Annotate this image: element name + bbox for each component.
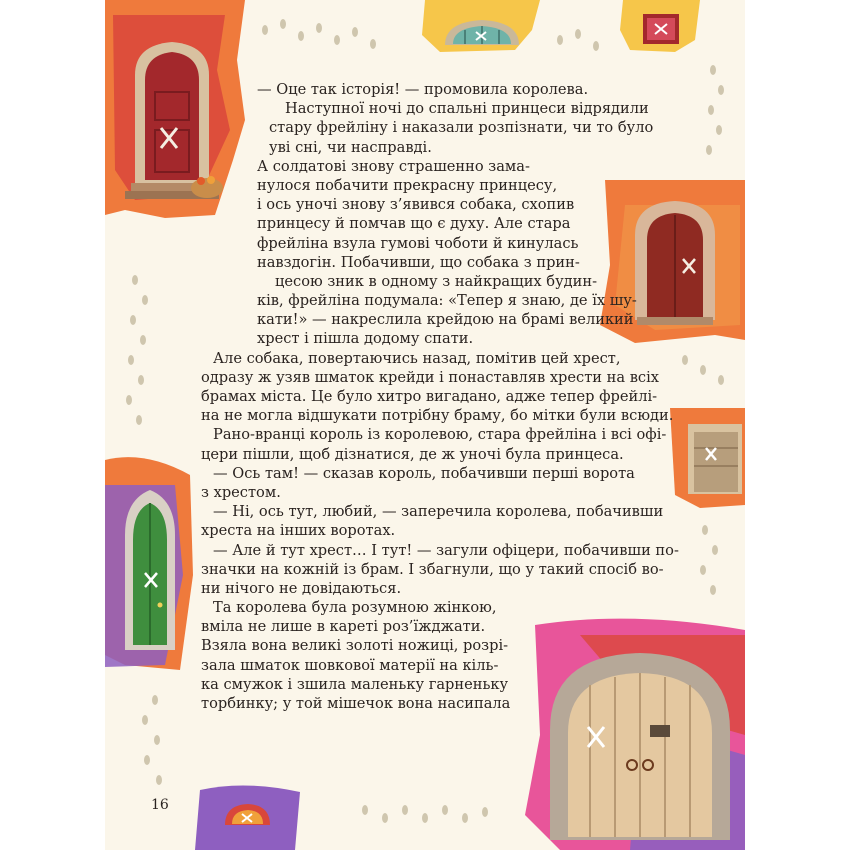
story-text: [105, 80, 745, 713]
text-line: кати!» — накреслила крейдою на брамі великий: [257, 311, 634, 329]
text-line: — Оце так історія! — промовила королева.: [257, 81, 589, 98]
text-line: стару фрейліну і наказали розпізнати, чи то було: [269, 119, 654, 137]
text-line: — Але й тут хрест… І тут! — загули офіцери, побачивши по-: [213, 541, 679, 559]
text-line: брамах міста. Це було хитро вигадано, адже тепер фрейлі-: [201, 388, 658, 405]
book-page: [105, 0, 745, 850]
text-line: Та королева була розумною жінкою,: [213, 599, 497, 617]
text-line: Взяла вона великі золоті ножиці, розрі-: [201, 637, 509, 655]
text-line: ків, фрейліна подумала: «Тепер я знаю, де їх шу-: [257, 292, 637, 310]
text-line: цери пішли, щоб дізнатися, де ж уночі була принцеса.: [201, 445, 624, 463]
text-line: одразу ж узяв шматок крейди і понаставляв хрести на всіх: [201, 368, 660, 386]
text-line: хрест і пішла додому спати.: [257, 330, 474, 348]
text-line: хреста на інших воротах.: [201, 522, 396, 540]
text-line: торбинку; у той мішечок вона насипала: [201, 695, 511, 712]
text-line: — Ось там! — сказав король, побачивши перші ворота: [213, 464, 635, 482]
text-line: зала шматок шовкової матерії на кіль-: [201, 656, 499, 674]
text-line: навздогін. Побачивши, що собака з прин-: [257, 253, 580, 271]
text-line: ни нічого не довідаються.: [201, 579, 402, 597]
text-line: вміла не лише в кареті роз’їжджати.: [201, 618, 486, 636]
text-line: Але собака, повертаючись назад, помітив цей хрест,: [213, 349, 621, 367]
text-line: нулося побачити прекрасну принцесу,: [257, 176, 558, 194]
text-line: на не могла відшукати потрібну браму, бо мітки були всюди.: [201, 407, 674, 425]
text-line: і ось уночі знову з’явився собака, схопив: [257, 196, 575, 214]
text-line: Наступної ночі до спальні принцеси відрядили: [285, 100, 649, 118]
page-number: 16: [151, 797, 169, 813]
text-line: — Ні, ось тут, любий, — заперечила королева, побачивши: [213, 503, 664, 521]
text-line: уві сні, чи насправді.: [269, 138, 432, 156]
text-line: значки на кожній із брам. І збагнули, що у такий спосіб во-: [201, 560, 664, 578]
text-line: цесою зник в одному з найкращих будин-: [275, 272, 598, 290]
text-line: принцесу й помчав що є духу. Але стара: [257, 215, 571, 233]
text-line: Рано-вранці король із королевою, стара фрейліна і всі офі-: [213, 426, 667, 444]
text-line: А солдатові знову страшенно зама-: [257, 157, 530, 175]
text-line: фрейліна взула гумові чоботи й кинулась: [257, 234, 579, 252]
text-line: з хрестом.: [201, 483, 281, 501]
text-line: ка смужок і зшила маленьку гарненьку: [201, 675, 509, 693]
